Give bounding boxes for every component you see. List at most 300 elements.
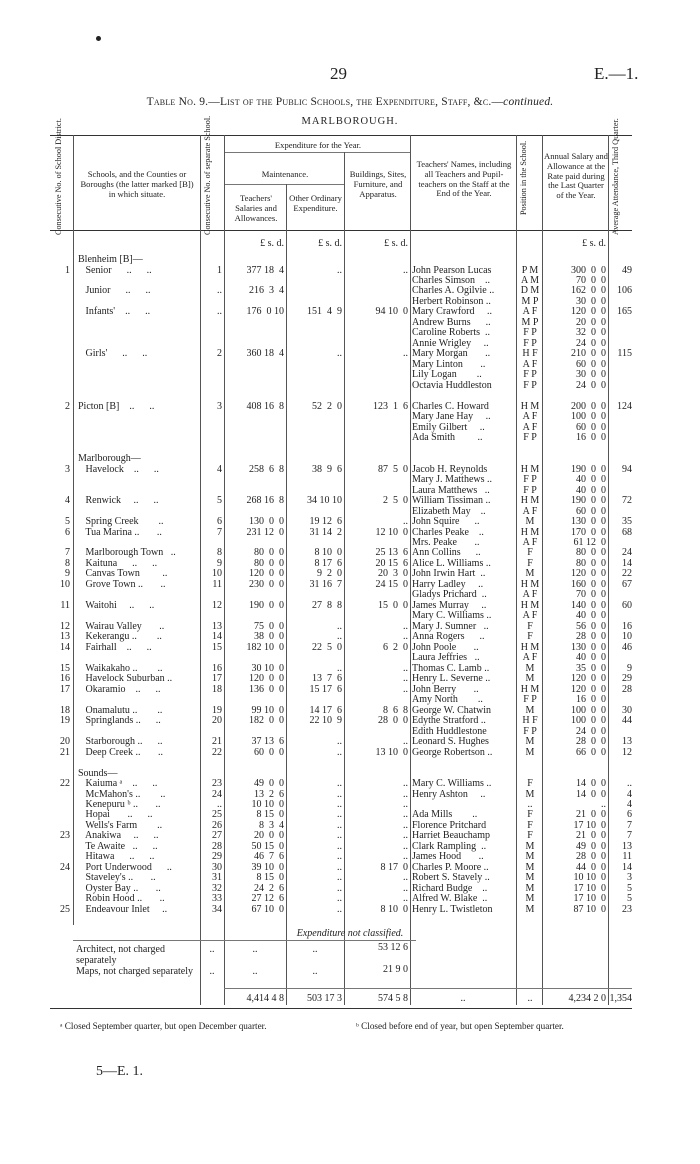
cell-other: .. [337,882,342,894]
cell-salaries: 258 6 8 [249,463,284,475]
cell-buildings: 94 10 0 [375,306,408,318]
cell-teacher: Alfred W. Blake .. [412,893,488,905]
cell-teacher: Caroline Roberts .. [412,327,491,339]
cell-salaries: 39 10 0 [251,861,284,873]
cell-sep-school: 4 [217,463,222,475]
cell-position: H M [520,599,540,611]
cell-position: H F [522,348,538,360]
cell-attendance: 67 [622,578,632,590]
cell-salaries: 80 0 0 [254,547,284,559]
cell-sep-school: 25 [212,809,222,821]
cell-position: A F [522,652,538,664]
header-teachers: Teachers' Names, including all Teachers and Pupil-teachers on the Staff at the End of the Year. [416,159,512,199]
cell-district: 24 [60,861,70,873]
cell-district: 21 [60,746,70,758]
cell-position: D M [520,285,540,297]
cell-sep-school: 28 [212,840,222,852]
cell-buildings: 28 0 0 [378,715,408,727]
cell-annual: 20 0 0 [576,316,606,328]
cell-district: 19 [60,715,70,727]
cell-school: Picton [B] .. .. [78,400,155,412]
cell-other: 22 10 9 [309,715,342,727]
cell-buildings: .. [403,830,408,842]
cell-salaries: 176 0 10 [246,306,284,318]
cell-buildings: 8 6 8 [383,704,408,716]
cell-district: 23 [60,830,70,842]
cell-position: M [525,893,535,905]
cell-attendance: 60 [622,599,632,611]
cell-position: A F [522,589,538,601]
cell-position: F [527,547,533,559]
cell-position: H F [522,715,538,727]
cell-district: 13 [60,631,70,643]
cell-annual: 80 0 0 [576,547,606,559]
page-number: 29 [330,64,347,83]
cell-salaries: 24 2 6 [254,882,284,894]
cell-sep-school: 30 [212,861,222,873]
cell-teacher: Annie Wrigley .. [412,337,489,349]
cell-school: Infants' .. .. [78,306,151,318]
cell-buildings: .. [403,778,408,789]
cell-other: 31 14 2 [309,526,342,538]
cell-salaries: 268 16 8 [246,495,284,506]
cell-annual: 140 0 0 [571,599,606,611]
cell-attendance: 4 [627,788,632,800]
cell-salaries: 408 16 8 [246,400,284,412]
cell-school: Junior .. .. [78,285,151,297]
cell-buildings: .. [403,799,408,810]
architect-salaries: .. [252,944,258,955]
cell-school: Anakiwa .. .. [78,830,159,842]
cell-school: Endeavour Inlet .. [78,903,168,915]
cell-other: 151 4 9 [307,306,342,318]
cell-position: F P [523,327,537,339]
cell-position: M [525,861,535,873]
cell-school: Fairhall .. .. [78,641,152,653]
cell-buildings: .. [403,683,408,695]
cell-school: Kaiuma ᵃ .. .. [78,778,158,789]
cell-sep-school: 23 [212,778,222,789]
cell-buildings: 24 15 0 [375,578,408,590]
cell-school: Hitawa .. .. [78,851,155,863]
cell-salaries: 230 0 0 [249,578,284,590]
cell-sep-school: 27 [212,830,222,842]
cell-district: 22 [60,778,70,789]
maps-salaries: .. [252,966,258,977]
cell-annual: 130 0 0 [571,516,606,527]
header-annual: Annual Salary and Allowance at the Rate paid during the Last Quarter of the Year. [544,151,608,201]
cell-buildings: .. [403,788,408,800]
cell-buildings: 20 3 0 [378,568,408,580]
header-other: Other Ordinary Expenditure. [289,193,342,213]
cell-annual: 30 0 0 [576,295,606,307]
cell-position: M P [521,316,539,328]
cell-school: Okaramio .. .. [78,683,161,695]
cell-position: H M [520,578,540,590]
cell-buildings: .. [403,819,408,831]
cell-teacher: Charles C. Howard [412,400,489,412]
cell-position: M [525,840,535,852]
table-title-prefix: Table No. 9.— [146,96,220,108]
cell-position: H M [520,683,540,695]
cell-sep-school: 1 [217,264,222,276]
cell-buildings: 6 2 0 [383,641,408,653]
architect-other: .. [312,944,318,955]
cell-buildings: .. [403,882,408,894]
cell-district: 11 [60,599,70,611]
cell-buildings: 87 5 0 [378,463,408,475]
cell-teacher: Richard Budge .. [412,882,488,894]
cell-annual: 44 0 0 [576,861,606,873]
cell-school: Senior .. .. [78,264,152,276]
cell-teacher: Herbert Robinson .. [412,295,491,307]
cell-annual: 120 0 0 [571,306,606,318]
cell-other: .. [337,736,342,748]
cell-buildings: .. [403,631,408,643]
cell-other: .. [337,348,342,360]
cell-buildings: .. [403,264,408,276]
cell-attendance: 4 [627,799,632,810]
cell-school: Hopai .. .. [78,809,153,821]
cell-salaries: 8 15 0 [256,809,284,821]
cell-attendance: 6 [627,809,632,821]
cell-salaries: 46 7 6 [254,851,284,863]
cell-other: .. [337,631,342,643]
cell-teacher: Laura Jeffries .. [412,652,480,664]
cell-salaries: 99 10 0 [251,704,284,716]
cell-annual: 66 0 0 [576,746,606,758]
cell-annual: 61 12 0 [573,537,606,548]
cell-position: F P [523,474,537,486]
cell-other: .. [337,861,342,873]
cell-school: Kekerangu .. .. [78,631,162,643]
cell-position: F [527,809,533,821]
cell-school: Springlands .. .. [78,715,161,727]
cell-teacher: John Berry .. [412,683,479,695]
cell-salaries: 136 0 0 [249,683,284,695]
table-bottom-rule [50,1008,632,1009]
cell-teacher: John Poole .. [412,641,479,653]
cell-salaries: 13 2 6 [254,788,284,800]
page-reference: E.—1. [594,64,639,83]
cell-sep-school: 7 [217,526,222,538]
architect-label: Architect, not charged separately [76,944,165,966]
cell-attendance: 124 [617,400,632,412]
cell-school: Tua Marina .. .. [78,526,162,538]
cell-teacher: Anna Rogers .. [412,631,485,643]
cell-buildings: 2 5 0 [383,495,408,506]
cell-district: 4 [65,495,70,506]
cell-other: 19 12 6 [309,516,342,527]
cell-salaries: 75 0 0 [254,620,284,632]
cell-school: Wells's Farm .. [78,819,163,831]
cell-attendance: 68 [622,526,632,538]
cell-sep-school: 26 [212,819,222,831]
cell-salaries: 120 0 0 [249,673,284,685]
cell-attendance: 23 [622,903,632,915]
cell-teacher: Edith Huddlestone [412,725,487,737]
cell-district: 17 [60,683,70,695]
cell-salaries: 182 10 0 [246,641,284,653]
cell-school: Oyster Bay .. .. [78,882,161,894]
cell-school: Staveley's .. .. [78,872,156,884]
cell-position: M [525,851,535,863]
cell-sep-school: 10 [212,568,222,580]
cell-teacher: Ada Mills .. [412,809,478,821]
cell-annual: 28 0 0 [576,736,606,748]
cell-annual: 21 0 0 [576,809,606,821]
cell-school: Sounds— [78,767,118,779]
cell-salaries: 377 18 4 [246,264,284,276]
cell-buildings: .. [403,893,408,905]
cell-salaries: 30 10 0 [251,662,284,674]
cell-annual: 300 0 0 [571,264,606,276]
cell-salaries: 130 0 0 [249,516,284,527]
cell-attendance: 5 [627,882,632,894]
cell-attendance: 3 [627,872,632,884]
cell-annual: 49 0 0 [576,840,606,852]
cell-salaries: 80 0 0 [254,557,284,569]
cell-buildings: .. [403,516,408,527]
cell-annual: 16 0 0 [576,694,606,706]
cell-attendance: 9 [627,662,632,674]
cell-sep-school: 19 [212,704,222,716]
cell-annual: 100 0 0 [571,411,606,423]
cell-position: H M [520,400,540,412]
cell-position: F [527,620,533,632]
cell-school: Renwick .. .. [78,495,159,506]
cell-district: 18 [60,704,70,716]
cell-annual: 17 10 0 [573,893,606,905]
cell-annual: 120 0 0 [571,683,606,695]
cell-other: .. [337,662,342,674]
header-salaries: Teachers' Salaries and Allowances. [234,193,278,223]
cell-other: 22 5 0 [312,641,342,653]
cell-other: 13 7 6 [312,673,342,685]
cell-other: 9 2 0 [317,568,342,580]
cell-school: Te Awaite .. .. [78,840,158,852]
lsd-buildings: £ s. d. [384,238,408,249]
cell-sep-school: 29 [212,851,222,863]
cell-school: Havelock Suburban .. [78,673,173,685]
cell-salaries: 10 10 0 [251,799,284,810]
cell-buildings: .. [403,673,408,685]
cell-district: 16 [60,673,70,685]
cell-salaries: 8 15 0 [256,872,284,884]
cell-buildings: .. [403,872,408,884]
architect-buildings: 53 12 6 [378,942,408,953]
cell-district: 1 [65,264,70,276]
header-expenditure: Expenditure for the Year. [274,140,362,150]
cell-sep-school: 16 [212,662,222,674]
cell-school: Starborough .. .. [78,736,163,748]
cell-buildings: .. [403,620,408,632]
cell-annual: 80 0 0 [576,557,606,569]
cell-position: F [527,557,533,569]
cell-position: F P [523,337,537,349]
total-annual: 4,234 2 0 [568,993,606,1004]
cell-buildings: 25 13 6 [375,547,408,559]
cell-position: A F [522,358,538,370]
cell-school: Waitohi .. .. [78,599,155,611]
header-buildings: Buildings, Sites, Furniture, and Apparatus. [349,169,407,199]
cell-other: 31 16 7 [309,578,342,590]
cell-annual: 40 0 0 [576,610,606,622]
cell-other: 8 17 6 [314,557,342,569]
cell-district: 3 [65,463,70,475]
cell-annual: 16 0 0 [576,432,606,444]
cell-teacher: Ada Smith .. [412,432,483,444]
cell-buildings: 15 0 0 [378,599,408,611]
cell-salaries: 50 15 0 [251,840,284,852]
cell-buildings: .. [403,840,408,852]
cell-teacher: Thomas C. Lamb .. [412,662,490,674]
cell-district: 10 [60,578,70,590]
cell-school: Kaituna .. .. [78,557,158,569]
cell-position: M [525,516,535,527]
cell-sep-school: 17 [212,673,222,685]
cell-district: 12 [60,620,70,632]
cell-teacher: Henry Ashton .. [412,788,486,800]
cell-buildings: .. [403,851,408,863]
cell-teacher: Henry L. Twistleton [412,903,493,915]
cell-position: M [525,662,535,674]
cell-position: F P [523,369,537,381]
cell-annual: 100 0 0 [571,715,606,727]
bottom-page-reference: 5—E. 1. [96,1064,144,1079]
cell-position: M [525,872,535,884]
cell-attendance: 46 [622,641,632,653]
cell-position: F P [523,432,537,444]
cell-attendance: 49 [622,264,632,276]
cell-position: M P [521,295,539,307]
cell-teacher: James Hood .. [412,851,484,863]
cell-other: 14 17 6 [309,704,342,716]
cell-school: Havelock .. .. [78,463,159,475]
unclassified-rule [73,940,416,941]
cell-position: F P [523,725,537,737]
cell-annual: 130 0 0 [571,641,606,653]
cell-sep-school: 18 [212,683,222,695]
cell-teacher: Emily Gilbert .. [412,421,485,433]
cell-district: 6 [65,526,70,538]
cell-school: Grove Town .. .. [78,578,166,590]
cell-annual: 87 10 0 [573,903,606,915]
cell-other: 8 10 0 [314,547,342,559]
cell-other: .. [337,799,342,810]
cell-other: .. [337,620,342,632]
cell-teacher: Leonard S. Hughes [412,736,489,748]
header-district: Consecutive No. of School District. [54,118,63,235]
cell-annual: 28 0 0 [576,851,606,863]
cell-annual: 24 0 0 [576,725,606,737]
cell-sep-school: 12 [212,599,222,611]
cell-school: Robin Hood .. .. [78,893,165,905]
total-salaries: 4,414 4 8 [246,993,284,1004]
totals-rule [224,988,632,989]
cell-other: 15 17 6 [309,683,342,695]
cell-annual: 10 10 0 [573,872,606,884]
cell-other: 34 10 10 [307,495,342,506]
cell-other: .. [337,872,342,884]
cell-teacher: John Irwin Hart .. [412,568,486,580]
cell-annual: 17 10 0 [573,882,606,894]
header-sep-school: Consecutive No. of separate School. [203,115,212,235]
cell-teacher: Mary Crawford .. [412,306,492,318]
cell-teacher: Mary Morgan .. [412,348,491,360]
cell-teacher: John Squire .. [412,516,480,527]
cell-teacher: Edythe Stratford .. [412,715,486,727]
cell-position: A F [522,411,538,423]
cell-other: .. [337,264,342,276]
cell-district: 14 [60,641,70,653]
region-heading: MARLBOROUGH. [301,116,399,127]
cell-attendance: 10 [622,631,632,643]
cell-position: A M [520,275,540,286]
cell-position: M [525,788,535,800]
cell-position: F P [523,379,537,391]
cell-school: Wairau Valley .. [78,620,165,632]
cell-sep-school: .. [217,285,222,297]
cell-district: 8 [65,557,70,569]
cell-position: M [525,704,535,716]
cell-annual: 28 0 0 [576,631,606,643]
cell-position: .. [527,799,533,810]
cell-attendance: 115 [617,348,632,360]
cell-attendance: 7 [627,819,632,831]
cell-school: Waikakaho .. .. [78,662,163,674]
cell-sep-school: 32 [212,882,222,894]
cell-teacher: Florence Pritchard [412,819,487,831]
lsd-other: £ s. d. [318,238,342,249]
cell-position: H M [520,641,540,653]
cell-teacher: William Tissiman .. [412,495,491,506]
cell-position: M [525,736,535,748]
cell-salaries: 37 13 6 [251,736,284,748]
cell-position: P M [521,264,539,276]
cell-position: H M [520,495,540,506]
cell-teacher: Laura Matthews .. [412,484,490,496]
cell-salaries: 231 12 0 [246,526,284,538]
cell-annual: 24 0 0 [576,337,606,349]
cell-position: M [525,673,535,685]
maps-sep: .. [209,966,215,977]
header-maintenance: Maintenance. [261,169,309,179]
cell-annual: 60 0 0 [576,421,606,433]
cell-school: Canvas Town .. [78,568,168,580]
cell-annual: 160 0 0 [571,578,606,590]
cell-annual: 60 0 0 [576,505,606,517]
cell-sep-school: 13 [212,620,222,632]
cell-sep-school: 21 [212,736,222,748]
cell-annual: 70 0 0 [576,589,606,601]
cell-teacher: Jacob H. Reynolds [412,463,488,475]
cell-teacher: Andrew Burns .. [412,316,491,328]
cell-position: F [527,830,533,842]
cell-teacher: Lily Logan .. [412,369,482,381]
cell-attendance: 106 [617,285,632,297]
cell-annual: 120 0 0 [571,568,606,580]
cell-salaries: 216 3 4 [249,285,284,297]
cell-district: 15 [60,662,70,674]
cell-annual: 56 0 0 [576,620,606,632]
cell-annual: 162 0 0 [571,285,606,297]
cell-school: Girls' .. .. [78,348,148,360]
cell-sep-school: 34 [212,903,222,915]
cell-annual: 70 0 0 [576,275,606,286]
cell-teacher: Gladys Prichard .. [412,589,487,601]
cell-sep-school: 20 [212,715,222,727]
